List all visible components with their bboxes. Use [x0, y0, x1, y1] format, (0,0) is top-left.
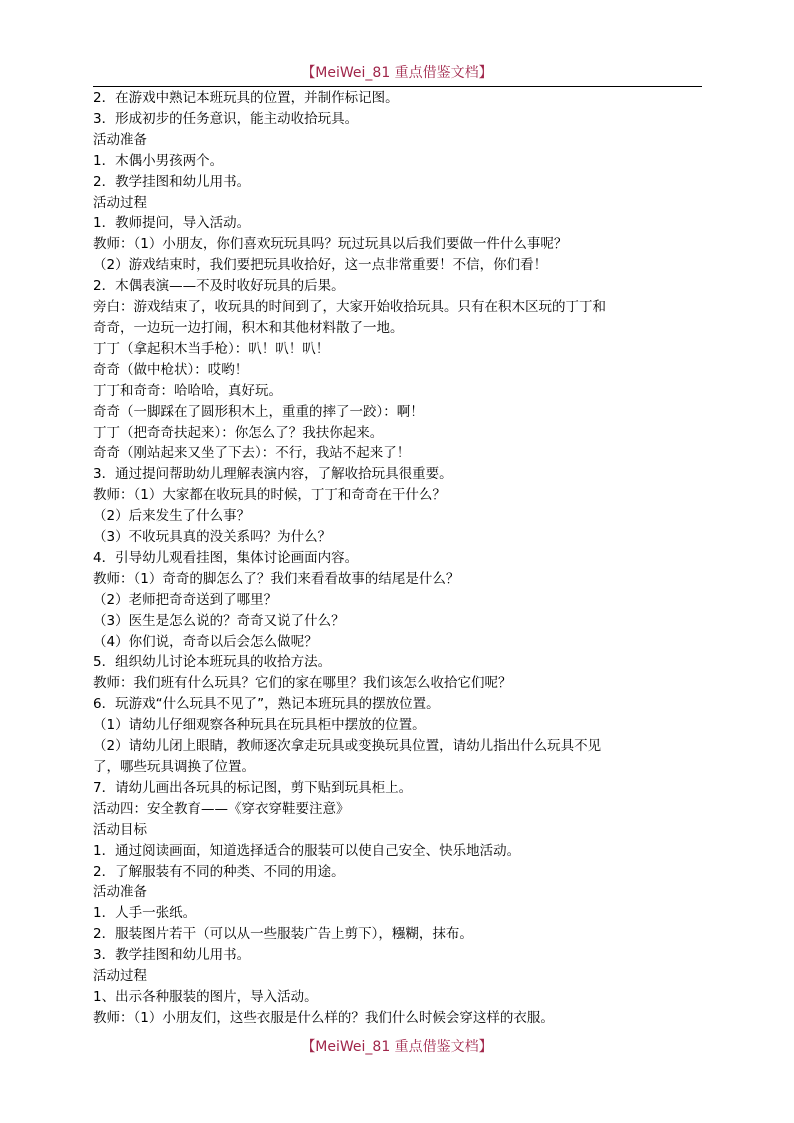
- text-line: 7．请幼儿画出各玩具的标记图，剪下贴到玩具柜上。: [93, 779, 413, 796]
- text-line: 4．引导幼儿观看挂图，集体讨论画面内容。: [93, 549, 359, 566]
- text-line: 奇奇，一边玩一边打闹，积木和其他材料散了一地。: [93, 319, 404, 336]
- text-line: 活动过程: [93, 194, 147, 211]
- text-line: 丁丁和奇奇：哈哈哈，真好玩。: [93, 382, 282, 399]
- text-line: 教师：（1）小朋友们，这些衣服是什么样的？我们什么时候会穿这样的衣服。: [93, 1009, 554, 1026]
- text-line: 2．教学挂图和幼儿用书。: [93, 173, 251, 190]
- text-line: 旁白：游戏结束了，收玩具的时间到了，大家开始收拾玩具。只有在积木区玩的丁丁和: [93, 299, 606, 316]
- text-line: 奇奇（刚站起来又坐了下去）：不行，我站不起来了！: [93, 445, 411, 462]
- header-rule: [93, 86, 702, 87]
- text-line: 丁丁（拿起积木当手枪）：叭！叭！叭！: [93, 340, 330, 357]
- text-line: 1．木偶小男孩两个。: [93, 152, 224, 169]
- text-line: 丁丁（把奇奇扶起来）：你怎么了？我扶你起来。: [93, 424, 384, 441]
- text-line: 5．组织幼儿讨论本班玩具的收拾方法。: [93, 654, 332, 671]
- text-line: （2）老师把奇奇送到了哪里？: [93, 591, 278, 608]
- text-line: 1、出示各种服装的图片，导入活动。: [93, 988, 318, 1005]
- text-line: 3．通过提问帮助幼儿理解表演内容，了解收拾玩具很重要。: [93, 466, 453, 483]
- text-line: 活动准备: [93, 884, 147, 901]
- text-line: 活动准备: [93, 131, 147, 148]
- text-line: （4）你们说，奇奇以后会怎么做呢？: [93, 633, 318, 650]
- text-line: 6．玩游戏“什么玩具不见了”，熟记本班玩具的摆放位置。: [93, 696, 440, 713]
- text-line: （1）请幼儿仔细观察各种玩具在玩具柜中摆放的位置。: [93, 717, 426, 734]
- page-footer: 【MeiWei_81 重点借鉴文档】: [301, 1039, 493, 1055]
- text-line: 活动四：安全教育——《穿衣穿鞋要注意》: [93, 800, 350, 817]
- text-line: 教师：我们班有什么玩具？它们的家在哪里？我们该怎么收拾它们呢？: [93, 675, 512, 692]
- text-line: 活动目标: [93, 821, 147, 838]
- text-line: 了，哪些玩具调换了位置。: [93, 759, 255, 775]
- document-body: [93, 88, 705, 1029]
- text-line: 1．通过阅读画面，知道选择适合的服装可以使自己安全、快乐地活动。: [93, 842, 521, 859]
- text-line: 教师：（1）奇奇的脚怎么了？我们来看看故事的结尾是什么？: [93, 570, 460, 587]
- text-line: 3．教学挂图和幼儿用书。: [93, 947, 251, 964]
- text-line: 3．形成初步的任务意识，能主动收拾玩具。: [93, 110, 359, 127]
- text-line: 教师：（1）小朋友，你们喜欢玩玩具吗？玩过玩具以后我们要做一件什么事呢？: [93, 236, 568, 253]
- text-line: 2．了解服装有不同的种类、不同的用途。: [93, 863, 345, 880]
- text-line: （3）医生是怎么说的？奇奇又说了什么？: [93, 612, 345, 629]
- text-line: 教师：（1）大家都在收玩具的时候，丁丁和奇奇在干什么？: [93, 487, 446, 504]
- text-line: 1．教师提问，导入活动。: [93, 215, 251, 232]
- text-line: 2．在游戏中熟记本班玩具的位置，并制作标记图。: [93, 90, 399, 106]
- text-line: 奇奇（做中枪状）：哎哟！: [93, 361, 249, 378]
- text-line: （2）后来发生了什么事？: [93, 508, 251, 525]
- text-line: （2）游戏结束时，我们要把玩具收拾好，这一点非常重要！不信，你们看！: [93, 257, 548, 274]
- text-line: 奇奇（一脚踩在了圆形积木上，重重的摔了一跤）：啊！: [93, 403, 424, 420]
- text-line: 2．服装图片若干（可以从一些服装广告上剪下），糨糊，抹布。: [93, 926, 473, 943]
- text-line: （3）不收玩具真的没关系吗？为什么？: [93, 529, 332, 546]
- text-line: 活动过程: [93, 968, 147, 985]
- text-line: 2．木偶表演——不及时收好玩具的后果。: [93, 278, 345, 295]
- text-line: 1．人手一张纸。: [93, 905, 197, 922]
- text-line: （2）请幼儿闭上眼睛，教师逐次拿走玩具或变换玩具位置，请幼儿指出什么玩具不见: [93, 738, 602, 755]
- page-header: 【MeiWei_81 重点借鉴文档】: [301, 65, 493, 81]
